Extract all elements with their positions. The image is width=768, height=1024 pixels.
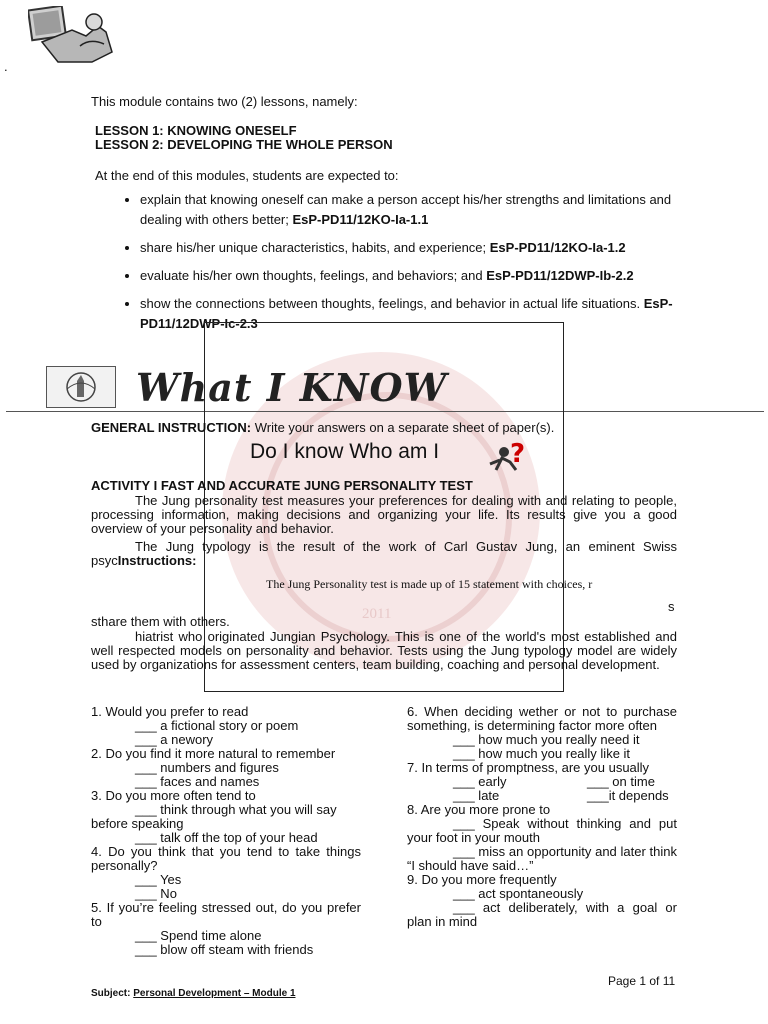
objective-item: [140, 238, 695, 258]
answer-blank[interactable]: ___ a newory: [135, 732, 214, 747]
question-7: 7. In terms of promptness, are you usually: [407, 760, 650, 775]
page-number: Page 1 of 11: [608, 974, 676, 988]
answer-pair-row: [407, 789, 677, 803]
overlay-instructions-label: Instructions:: [117, 553, 197, 568]
objective-code: EsP-PD11/12KO-Ia-1.1: [292, 212, 429, 227]
seal-year: 2011: [362, 606, 392, 622]
objective-text: share his/her unique characteristics, habits, and experience;: [140, 240, 490, 255]
answer-blank[interactable]: ___ Speak without thinking and put your foot in your mouth: [407, 816, 677, 845]
subject-label: Subject:: [91, 988, 131, 999]
general-instruction: [91, 421, 554, 435]
question-8: 8. Are you more prone to: [407, 802, 551, 817]
objectives-list: [118, 190, 695, 342]
answer-blank[interactable]: ___it depends: [587, 788, 669, 803]
questions-left-column: [91, 705, 361, 957]
answer-blank[interactable]: ___ on time: [587, 774, 655, 789]
footer-subject: [91, 988, 296, 999]
objective-text: show the connections between thoughts, feelings, and behavior in actual life situations.: [140, 296, 644, 311]
objective-item: [140, 190, 695, 230]
questions-right-column: [407, 705, 677, 929]
presenter-clipart: [28, 6, 118, 64]
lesson-1: LESSON 1: KNOWING ONESELF: [95, 123, 297, 138]
answer-blank[interactable]: ___ early: [453, 774, 507, 789]
what-i-know-title: What I KNOW: [136, 365, 448, 410]
activity-paragraph-3: sthare them with others.: [91, 614, 230, 629]
activity-paragraph-2: [91, 540, 677, 568]
answer-blank[interactable]: ___ how much you really like it: [453, 746, 631, 761]
answer-pair-row: [407, 775, 677, 789]
objective-text: evaluate his/her own thoughts, feelings, and behaviors; and: [140, 268, 487, 283]
question-2: 2. Do you find it more natural to remember: [91, 746, 336, 761]
answer-blank[interactable]: ___ Yes: [135, 872, 182, 887]
objective-text: explain that knowing oneself can make a person accept his/her strengths and limitations and dealing with others better;: [140, 192, 672, 227]
question-6: 6. When deciding wether or not to purchase something, is determining factor more often: [407, 704, 677, 733]
question-person-icon: [486, 440, 530, 474]
activity-title: ACTIVITY I FAST AND ACCURATE JUNG PERSONALITY TEST: [91, 478, 473, 493]
objective-code: EsP-PD11/12DWP-Ic-2.3: [140, 296, 673, 331]
activity-p2-text: The Jung typology is the result of the work of Carl Gustav Jung, an eminent Swiss psyc: [91, 539, 677, 568]
activity-paragraph-1: The Jung personality test measures your preferences for dealing with and relating to people, processing information, making decisions and organizing your life. Its results give you a good overview of your personality and behavior.: [91, 493, 677, 536]
overlay-heading: Do I know Who am I: [250, 440, 440, 463]
question-3: 3. Do you more often tend to: [91, 788, 256, 803]
module-intro-text: This module contains two (2) lessons, namely:: [91, 94, 358, 109]
objective-code: EsP-PD11/12DWP-Ib-2.2: [486, 268, 634, 283]
answer-blank[interactable]: ___ Spend time alone: [135, 928, 262, 943]
answer-blank[interactable]: ___ late: [453, 788, 500, 803]
overlay-instructions-text: The Jung Personality test is made up of 15 statement with choices, r: [266, 577, 593, 591]
instruction-label: GENERAL INSTRUCTION:: [91, 420, 252, 435]
answer-blank[interactable]: ___ act deliberately, with a goal or plan in mind: [407, 900, 677, 929]
answer-blank[interactable]: ___ miss an opportunity and later think “I should have said…”: [407, 844, 677, 873]
subject-value: Personal Development – Module 1: [133, 988, 296, 999]
banner-icon: [46, 366, 116, 408]
stray-dot: .: [4, 59, 8, 74]
objective-code: EsP-PD11/12KO-Ia-1.2: [489, 240, 626, 255]
answer-blank[interactable]: ___ think through what you will say before speaking: [91, 802, 337, 831]
question-1: 1. Would you prefer to read: [91, 704, 249, 719]
question-5: 5. If you’re feeling stressed out, do you prefer to: [91, 900, 361, 929]
question-9: 9. Do you more frequently: [407, 872, 557, 887]
svg-text:?: ?: [510, 440, 526, 469]
overlay-trailing-s: s: [668, 599, 675, 614]
objective-item: [140, 266, 695, 286]
answer-blank[interactable]: ___ faces and names: [135, 774, 260, 789]
answer-blank[interactable]: ___ No: [135, 886, 177, 901]
instruction-text: Write your answers on a separate sheet of paper(s).: [251, 420, 555, 435]
answer-blank[interactable]: ___ a fictional story or poem: [135, 718, 299, 733]
answer-blank[interactable]: ___ act spontaneously: [453, 886, 584, 901]
activity-paragraph-4: hiatrist who originated Jungian Psychology. This is one of the world's most established and well respected models on personality and behavior. Tests using the Jung typology model are widely used by organizations for assessment centers, team building, coaching and personal development.: [91, 629, 677, 672]
answer-blank[interactable]: ___ how much you really need it: [453, 732, 640, 747]
question-4: 4. Do you think that you tend to take things personally?: [91, 844, 361, 873]
lesson-2: LESSON 2: DEVELOPING THE WHOLE PERSON: [95, 137, 393, 152]
answer-blank[interactable]: ___ talk off the top of your head: [135, 830, 318, 845]
objectives-intro: At the end of this modules, students are expected to:: [95, 168, 399, 183]
answer-blank[interactable]: ___ blow off steam with friends: [135, 942, 314, 957]
answer-blank[interactable]: ___ numbers and figures: [135, 760, 279, 775]
